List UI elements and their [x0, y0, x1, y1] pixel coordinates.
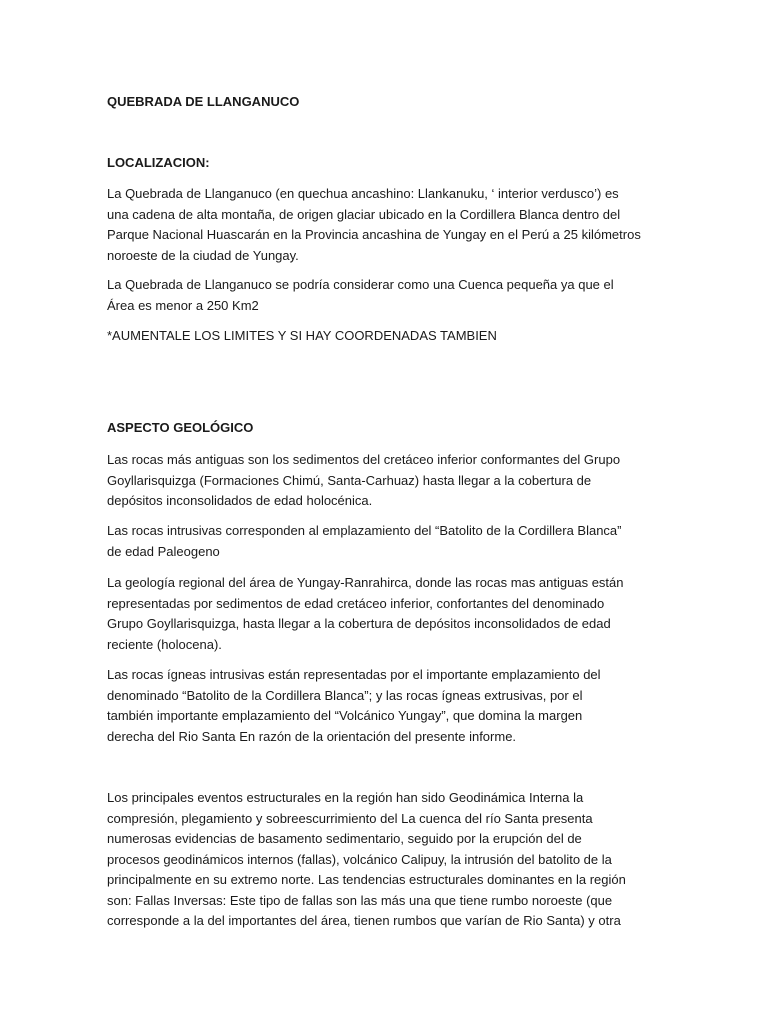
text-line: Las rocas ígneas intrusivas están representadas por el importante emplazamiento del	[107, 667, 601, 682]
text-line: compresión, plegamiento y sobreescurrimiento del La cuenca del río Santa presenta	[107, 810, 593, 826]
text-line: Los principales eventos estructurales en la región han sido Geodinámica Interna la	[107, 790, 584, 805]
paragraph	[107, 573, 667, 655]
text-line: La Quebrada de Llanganuco se podría considerar como una Cuenca pequeña ya que el	[107, 277, 614, 292]
text-line: *AUMENTALE LOS LIMITES Y SI HAY COORDENADAS TAMBIEN	[107, 328, 497, 343]
text-line: noroeste de la ciudad de Yungay.	[107, 247, 299, 263]
paragraph	[107, 665, 667, 747]
text-line: corresponde a la del importantes del área, tienen rumbos que varían de Rio Santa) y otra	[107, 913, 621, 928]
text-line: Goyllarisquizga (Formaciones Chimú, Santa-Carhuaz) hasta llegar a la cobertura de	[107, 472, 592, 488]
text-line: representadas por sedimentos de edad cretáceo inferior, confortantes del denominado	[107, 595, 605, 611]
text-line: son: Fallas Inversas: Este tipo de fallas son las más una que tiene rumbo noroeste (que	[107, 892, 613, 908]
text-line: depósitos inconsolidados de edad holocénica.	[107, 493, 373, 508]
section-heading-aspecto-geologico: ASPECTO GEOLÓGICO	[107, 420, 254, 435]
text-line: La geología regional del área de Yungay-Ranrahirca, donde las rocas mas antiguas están	[107, 575, 624, 590]
text-line: La Quebrada de Llanganuco (en quechua ancashino: Llankanuku, ‘ interior verdusco’) es	[107, 186, 619, 201]
text-line: derecha del Rio Santa En razón de la orientación del presente informe.	[107, 728, 517, 744]
text-line: reciente (holocena).	[107, 636, 222, 652]
paragraph	[107, 184, 667, 266]
text-line: también importante emplazamiento del “Volcánico Yungay”, que domina la margen	[107, 708, 583, 723]
text-line: procesos geodinámicos internos (fallas), volcánico Calipuy, la intrusión del batolito de la	[107, 851, 612, 867]
paragraph	[107, 788, 667, 932]
text-line: Área es menor a 250 Km2	[107, 297, 259, 313]
text-line: numerosas evidencias de basamento sedimentario, seguido por la erupción del de	[107, 831, 582, 846]
text-line: de edad Paleogeno	[107, 543, 220, 559]
text-line: Grupo Goyllarisquizga, hasta llegar a la cobertura de depósitos inconsolidados de edad	[107, 616, 611, 631]
document-title: QUEBRADA DE LLANGANUCO	[107, 94, 300, 109]
text-line: Parque Nacional Huascarán en la Provincia ancashina de Yungay en el Perú a 25 kilómetros	[107, 227, 641, 242]
paragraph	[107, 275, 667, 316]
text-line: una cadena de alta montaña, de origen glaciar ubicado en la Cordillera Blanca dentro del	[107, 206, 621, 222]
text-line: principalmente en su extremo norte. Las tendencias estructurales dominantes en la región	[107, 872, 626, 887]
text-line: denominado “Batolito de la Cordillera Blanca”; y las rocas ígneas extrusivas, por el	[107, 687, 583, 703]
text-line: Las rocas intrusivas corresponden al emplazamiento del “Batolito de la Cordillera Blanca”	[107, 523, 622, 538]
paragraph	[107, 521, 667, 562]
section-heading-localizacion: LOCALIZACION:	[107, 155, 210, 170]
text-line: Las rocas más antiguas son los sedimentos del cretáceo inferior conformantes del Grupo	[107, 452, 621, 467]
paragraph	[107, 450, 667, 512]
paragraph-note	[107, 326, 667, 347]
